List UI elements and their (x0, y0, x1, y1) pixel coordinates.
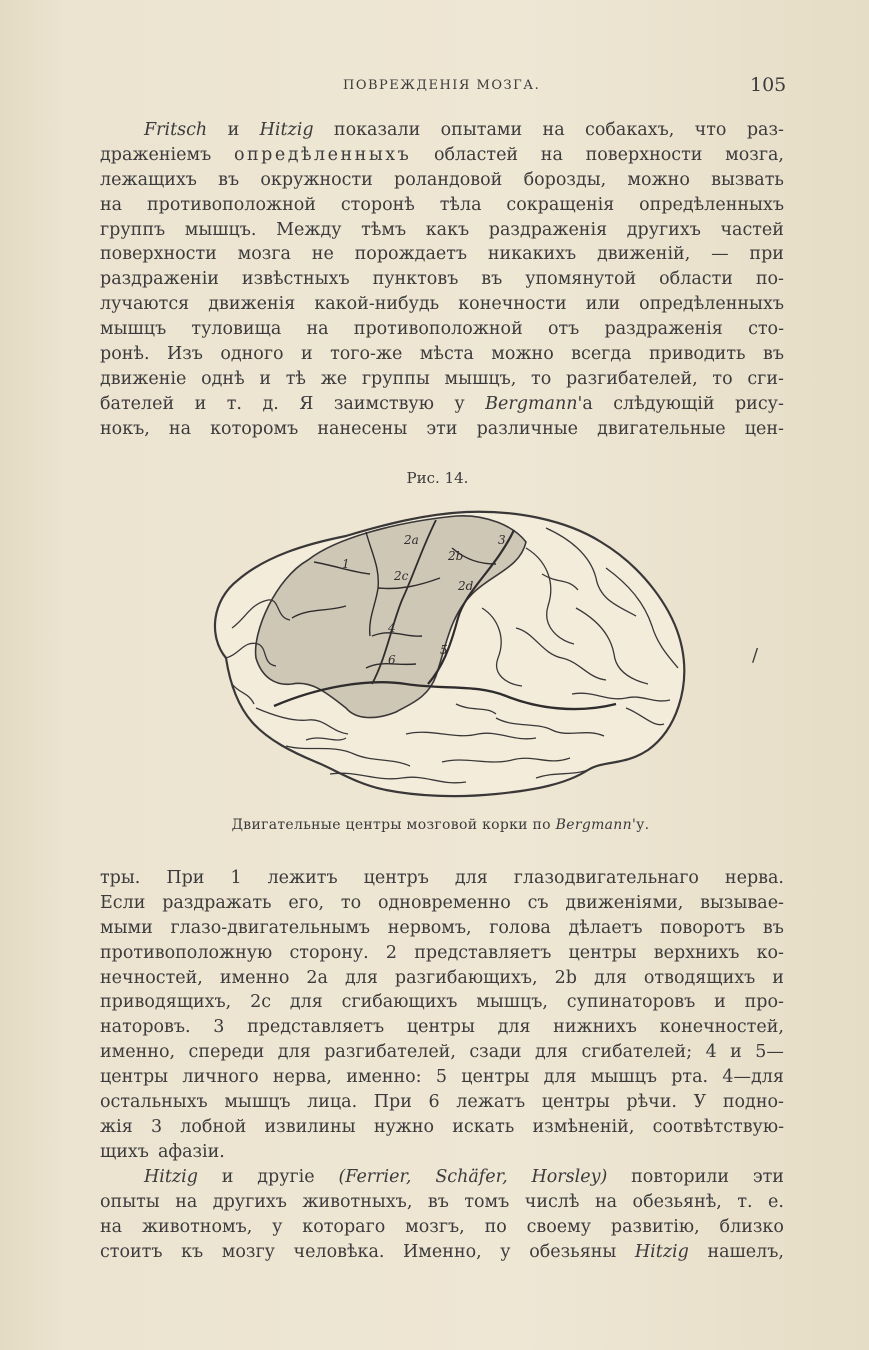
label-2b: 2b (448, 549, 464, 563)
word: повторили (631, 1167, 730, 1187)
running-title: ПОВРЕЖДЕНІЯ МОЗГА. (343, 78, 541, 93)
text-line (100, 916, 784, 941)
word: д. (262, 393, 279, 414)
word: окружности (260, 169, 373, 190)
word: развитію, (610, 1216, 700, 1237)
text-line (100, 1040, 784, 1065)
word: и (221, 1167, 234, 1187)
word: про- (744, 992, 784, 1013)
word: тры. (100, 868, 141, 888)
word: движенія (208, 294, 296, 315)
word: разгибающихъ, (394, 967, 538, 988)
word: на (306, 319, 329, 340)
text-line (100, 1090, 784, 1115)
word: для (497, 1017, 531, 1038)
text-line (100, 1140, 784, 1165)
text-line (100, 417, 784, 442)
word: что (694, 120, 727, 140)
word: на (594, 1191, 618, 1212)
label-3: 3 (498, 533, 506, 547)
word: центръ (363, 868, 429, 888)
text-line (100, 1015, 784, 1040)
word: рта. (671, 1067, 709, 1088)
word: У (693, 1092, 707, 1113)
word: борозды, (523, 169, 607, 190)
word: различные (476, 418, 579, 439)
paragraph-3 (100, 1165, 784, 1265)
word: верхнихъ (653, 942, 740, 963)
word: разгибателей, (324, 1042, 456, 1063)
word: 'а (577, 393, 593, 414)
word: собакахъ, (585, 120, 675, 140)
word: или (585, 294, 621, 315)
word: Schäfer, (435, 1167, 508, 1187)
figure-label: Рис. 14. (406, 469, 469, 487)
word: лобной (180, 1116, 247, 1137)
word: именно: (346, 1067, 422, 1088)
word: для (289, 992, 323, 1013)
word: движеній, (597, 244, 691, 265)
figure-caption: Двигательные центры мозговой корки по Bergmann'у. (231, 817, 650, 833)
text-line (100, 1065, 784, 1090)
brain-illustration (196, 508, 691, 798)
word: вызывае- (700, 892, 784, 913)
word: можно (491, 344, 554, 365)
word: близко (719, 1216, 784, 1237)
margin-mark: / (752, 645, 759, 666)
word: то (712, 368, 733, 389)
word: нечностей, (100, 967, 203, 988)
word: мышцъ (100, 319, 167, 340)
word: конечности (458, 294, 567, 315)
word: При (166, 868, 205, 888)
word: 2b (554, 967, 577, 988)
word: Horsley) (531, 1167, 608, 1187)
word: голова (489, 917, 551, 938)
text-line (100, 218, 784, 243)
word: приводящихъ, (100, 992, 232, 1013)
word: сторону. (289, 942, 369, 963)
word: съ (527, 892, 549, 913)
text-line (100, 242, 784, 267)
word: другіе (257, 1167, 315, 1187)
word: животныхъ, (302, 1191, 413, 1212)
word: дѣлаетъ (568, 917, 643, 938)
word: При (373, 1092, 412, 1113)
word: сгибающихъ (341, 992, 458, 1013)
word: нокъ, (100, 418, 150, 439)
word: нерва, (272, 1067, 332, 1088)
word: противоположной (147, 194, 316, 215)
word: въ (762, 344, 784, 365)
word: глазодвигательнаго (513, 868, 699, 888)
label-6: 6 (388, 653, 396, 667)
word: Именно, (403, 1241, 482, 1262)
word: для (535, 1042, 568, 1063)
word: то (340, 892, 362, 913)
word: которомъ (210, 418, 299, 439)
word: на (168, 418, 192, 439)
word: именно, (100, 1042, 176, 1063)
word: мозгу (221, 1241, 275, 1262)
word: одновременно (377, 892, 511, 913)
word: и (259, 368, 272, 389)
word: можно (627, 169, 690, 190)
word: на (175, 1191, 198, 1212)
word: тѣла (439, 194, 482, 215)
word: опредѣленныхъ (233, 144, 412, 165)
text-line (100, 292, 784, 317)
word: представляетъ (247, 1017, 385, 1038)
word: поворотъ (660, 917, 746, 938)
word: порождаетъ (354, 244, 468, 265)
word: мышцъ (224, 1092, 291, 1113)
word: мозга, (725, 144, 784, 165)
word: представляетъ (414, 942, 552, 963)
word: другихъ (212, 1191, 287, 1212)
text-line (100, 990, 784, 1015)
word: нервомъ, (387, 917, 472, 938)
word: раздражать (162, 892, 272, 913)
word: поверхности (585, 144, 703, 165)
word: афазіи. (157, 1141, 225, 1162)
word: мозгъ, (405, 1216, 465, 1237)
word: опыты (100, 1191, 160, 1212)
word: раздраженія (488, 219, 608, 240)
word: всегда (571, 344, 632, 365)
word: ко- (756, 942, 784, 963)
word: 1 (230, 868, 242, 888)
word: группъ (100, 219, 166, 240)
text-line (100, 168, 784, 193)
word: тѣ (285, 368, 306, 389)
text-line (100, 891, 784, 916)
word: лица. (307, 1092, 358, 1113)
label-2d: 2d (458, 579, 474, 593)
word: цен- (744, 418, 784, 439)
word: противоположной (353, 319, 523, 340)
text-line (100, 193, 784, 218)
word: измѣненій, (532, 1116, 635, 1137)
word: не (311, 244, 334, 265)
word: лежащихъ (100, 169, 197, 190)
word: для (344, 967, 378, 988)
word: у (500, 1241, 511, 1262)
word: е. (768, 1191, 784, 1212)
word: обезьяны (529, 1241, 617, 1262)
word: по- (755, 269, 784, 290)
word: личного (182, 1067, 259, 1088)
word: приводить (648, 344, 746, 365)
word: въ (427, 1191, 449, 1212)
text-line (100, 143, 784, 168)
word: глазо-двигательнымъ (170, 917, 371, 938)
word: какъ (425, 219, 470, 240)
word: на (100, 1216, 123, 1237)
word: никакихъ (487, 244, 577, 265)
word: спереди (188, 1042, 265, 1063)
word: нашелъ, (707, 1241, 784, 1262)
paragraph-1 (100, 118, 784, 442)
word: однѣ (201, 368, 245, 389)
word: мышцъ. (184, 219, 257, 240)
text-line (100, 342, 784, 367)
running-head (0, 74, 869, 98)
word: и (772, 967, 784, 988)
text-line (100, 1165, 784, 1190)
page-number: 105 (750, 74, 787, 96)
word: того-же (330, 344, 403, 365)
word: нанесены (317, 418, 408, 439)
word: Hitzig (259, 120, 314, 140)
word: тѣмъ (361, 219, 407, 240)
word: слѣдующій (613, 393, 715, 414)
word: супинаторовъ (566, 992, 696, 1013)
label-2a: 2a (404, 533, 419, 547)
word: группы (361, 368, 430, 389)
word: при (749, 244, 784, 265)
word: нерва. (724, 868, 784, 888)
word: пунктовъ (372, 269, 459, 290)
word: сторонѣ (340, 194, 415, 215)
word: лучаются (100, 294, 190, 315)
word: рѣчи. (626, 1092, 677, 1113)
word: стоитъ (100, 1241, 163, 1262)
word: именно (219, 967, 290, 988)
word: опредѣленныхъ (639, 194, 784, 215)
word: же (320, 368, 348, 389)
word: нижнихъ (553, 1017, 637, 1038)
text-line (100, 941, 784, 966)
word: области (659, 269, 733, 290)
label-1: 1 (342, 557, 350, 571)
word: эти (752, 1167, 784, 1187)
word: подно- (722, 1092, 784, 1113)
word: на (100, 194, 123, 215)
word: лежатъ (456, 1092, 526, 1113)
word: другихъ (626, 219, 701, 240)
paragraph-2 (100, 866, 784, 1165)
word: опытами (440, 120, 523, 140)
word: остальныхъ (100, 1092, 208, 1113)
word: у (454, 393, 465, 414)
word: ронѣ. (100, 344, 150, 365)
word: вызвать (711, 169, 784, 190)
word: наторовъ. (100, 1017, 191, 1038)
word: показали (333, 120, 421, 140)
word: сто- (748, 319, 784, 340)
word: Hitzig (634, 1241, 689, 1262)
word: мыми (100, 917, 153, 938)
word: сзади (469, 1042, 522, 1063)
word: отводящихъ (643, 967, 756, 988)
word: движеніе (100, 368, 187, 389)
word: Я (299, 393, 314, 414)
word: въ (762, 917, 784, 938)
word: мышцъ (590, 1067, 657, 1088)
word: 4 (705, 1042, 717, 1063)
word: заимствую (333, 393, 434, 414)
word: мышцъ, (476, 992, 548, 1013)
text-line (100, 1115, 784, 1140)
text-line (100, 118, 784, 143)
text-line (100, 966, 784, 991)
word: сги- (747, 368, 784, 389)
word (485, 392, 593, 417)
word: и (300, 344, 313, 365)
text-line (100, 267, 784, 292)
word: котораго (302, 1216, 386, 1237)
word: на (540, 144, 563, 165)
word: конечностей, (659, 1017, 784, 1038)
word: щихъ (100, 1141, 149, 1162)
label-2c: 2c (394, 569, 409, 583)
word: частей (720, 219, 784, 240)
word: 6 (428, 1092, 440, 1113)
word: на (542, 120, 565, 140)
word: у (272, 1216, 283, 1237)
word: противоположную (100, 942, 273, 963)
word: — (711, 244, 729, 265)
word: 3 (150, 1116, 163, 1137)
word: поверхности (100, 244, 217, 265)
word: извѣстныхъ (241, 269, 350, 290)
text-line (100, 1240, 784, 1265)
text-line (100, 1215, 784, 1240)
word: драженіемъ (100, 144, 212, 165)
word: человѣка. (293, 1241, 385, 1262)
word: двигательные (597, 418, 726, 439)
label-4: 4 (388, 621, 396, 635)
word: сгибателей; (581, 1042, 693, 1063)
word: центры (461, 1067, 530, 1088)
word: раздраженіи (100, 269, 219, 290)
word: 2а (306, 967, 328, 988)
word: областей (433, 144, 519, 165)
word: Fritsch (144, 120, 208, 140)
word: по (484, 1216, 507, 1237)
word: 2 (385, 942, 398, 963)
word: 5 (435, 1067, 447, 1088)
word: его, (288, 892, 325, 913)
word: и (730, 1042, 742, 1063)
word: раздраженія (604, 319, 723, 340)
word: Bergmann (485, 393, 578, 414)
word: Если (100, 892, 146, 913)
word: Hitzig (144, 1167, 198, 1187)
word: 3 (213, 1017, 225, 1038)
word: 4—для (722, 1067, 784, 1088)
word: центры (100, 1067, 169, 1088)
word: то (531, 368, 552, 389)
word: въ (481, 269, 503, 290)
word: и (194, 393, 207, 414)
word: эти (426, 418, 458, 439)
word: раз- (746, 120, 784, 140)
word: своему (526, 1216, 592, 1237)
word: разгибателей, (565, 368, 698, 389)
word: нужно (373, 1116, 435, 1137)
word: 2с (250, 992, 271, 1013)
word: и (714, 992, 726, 1013)
word: Изъ (166, 344, 203, 365)
word: для (454, 868, 488, 888)
word: туловища (191, 319, 282, 340)
word: соотвѣтствую- (652, 1116, 784, 1137)
word: мозга (237, 244, 291, 265)
word: числѣ (524, 1191, 580, 1212)
word: къ (181, 1241, 204, 1262)
word: для (277, 1042, 311, 1063)
word: жія (100, 1116, 133, 1137)
text-line (100, 367, 784, 392)
word: 5— (755, 1042, 784, 1063)
word: какой-нибудь (314, 294, 440, 315)
word: для (593, 967, 627, 988)
word: для (543, 1067, 577, 1088)
word: центры (568, 942, 637, 963)
word: т. (737, 1191, 753, 1212)
word: животномъ, (141, 1216, 253, 1237)
word: и (227, 120, 240, 140)
word: извилины (264, 1116, 356, 1137)
word: обезьянѣ, (632, 1191, 722, 1212)
text-line (100, 1190, 784, 1215)
word: томъ (464, 1191, 510, 1212)
word: одного (220, 344, 284, 365)
word: сокращенія (506, 194, 615, 215)
word: бателей (100, 393, 175, 414)
word: мышцъ, (444, 368, 517, 389)
word: въ (218, 169, 240, 190)
word: центры (541, 1092, 610, 1113)
word: искать (452, 1116, 515, 1137)
word: лежитъ (267, 868, 338, 888)
text-line (100, 392, 784, 417)
text-line (100, 866, 784, 891)
word: (Ferrier, (338, 1167, 412, 1187)
label-5: 5 (440, 643, 448, 657)
word: рису- (734, 393, 784, 414)
word: мѣста (419, 344, 474, 365)
word: Между (276, 219, 342, 240)
word: отъ (547, 319, 580, 340)
text-line (100, 317, 784, 342)
word: т. (226, 393, 242, 414)
word: опредѣленныхъ (639, 294, 784, 315)
word: роландовой (394, 169, 503, 190)
word: центры (406, 1017, 475, 1038)
word: упомянутой (525, 269, 637, 290)
word: движеніями, (565, 892, 684, 913)
